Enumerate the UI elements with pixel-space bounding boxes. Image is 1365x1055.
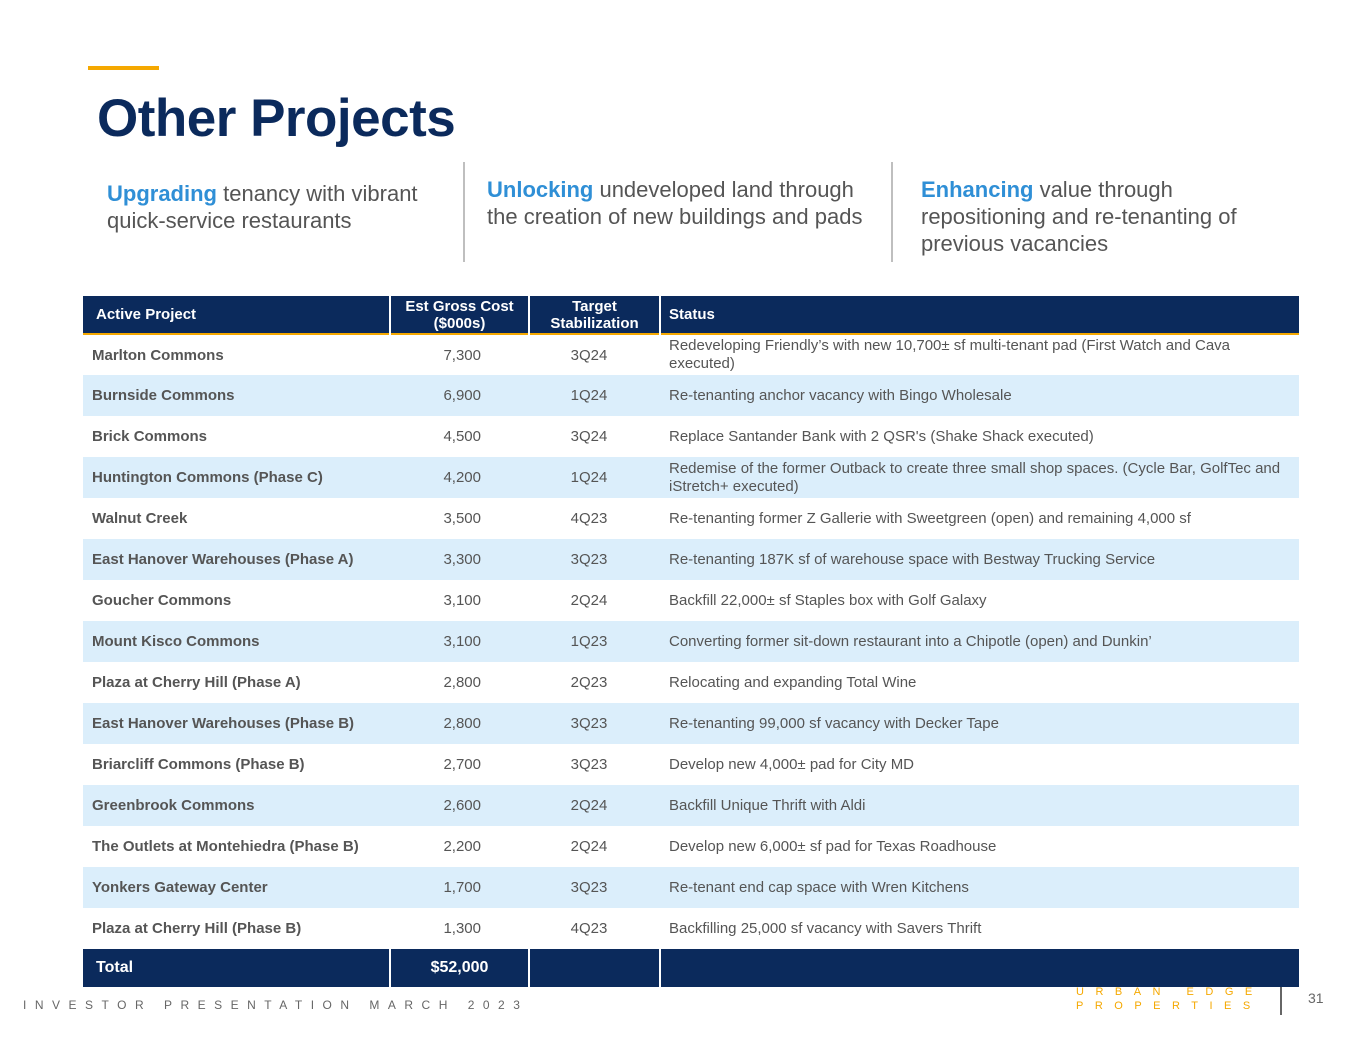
project-name: Yonkers Gateway Center: [83, 867, 390, 908]
project-status: Re-tenanting 99,000 sf vacancy with Decker Tape: [660, 703, 1299, 744]
project-cost: 3,100: [390, 621, 529, 662]
table-body: [83, 334, 1299, 949]
project-stabilization: 1Q23: [529, 621, 660, 662]
project-cost: 1,700: [390, 867, 529, 908]
project-stabilization: 4Q23: [570, 920, 608, 937]
project-stabilization: 2Q24: [570, 838, 608, 855]
project-status: Re-tenant end cap space with Wren Kitchens: [660, 867, 1299, 908]
total-empty-cell: [529, 949, 660, 987]
project-stabilization: 1Q24: [529, 457, 660, 498]
project-status: Relocating and expanding Total Wine: [669, 673, 917, 691]
project-name: Plaza at Cherry Hill (Phase B): [92, 920, 302, 937]
project-stabilization: 2Q24: [570, 592, 608, 609]
pillar-highlight: Unlocking: [487, 177, 594, 202]
table-row: [83, 580, 1299, 621]
project-stabilization: 3Q23: [529, 867, 660, 908]
project-cost: 2,800: [443, 674, 481, 691]
project-stabilization: 1Q24: [529, 375, 660, 416]
table-row: [83, 826, 1299, 867]
project-stabilization: 2Q24: [529, 785, 660, 826]
table-row: [83, 621, 1299, 662]
logo-divider: [1280, 987, 1282, 1015]
project-status: Converting former sit-down restaurant into a Chipotle (open) and Dunkin’: [660, 621, 1299, 662]
logo-line-2: PROPERTIES: [1076, 1000, 1262, 1012]
project-stabilization: 3Q23: [529, 539, 660, 580]
project-name: Brick Commons: [92, 428, 208, 445]
table-row: [83, 457, 1299, 498]
pillar-text: value through repositioning and re-tenanting of previous vacancies: [921, 177, 1237, 256]
table-row: [83, 744, 1299, 785]
pillar-divider: [463, 162, 465, 262]
strategy-pillars: [0, 160, 1365, 265]
project-name: Goucher Commons: [92, 592, 232, 609]
logo-line-1: URBAN EDGE: [1076, 986, 1264, 998]
table-row: [83, 703, 1299, 744]
project-cost: 2,600: [390, 785, 529, 826]
pillar-enhancing: [921, 176, 1301, 257]
title-accent-bar: [88, 66, 159, 70]
project-name: Huntington Commons (Phase C): [83, 457, 390, 498]
header-target-stabilization: Target Stabilization: [529, 296, 660, 334]
table-header-row: [83, 296, 1299, 334]
table-row: [83, 416, 1299, 457]
project-status: Re-tenanting 187K sf of warehouse space with Bestway Trucking Service: [660, 539, 1299, 580]
header-active-project: Active Project: [83, 296, 390, 334]
project-stabilization: 3Q24: [570, 346, 608, 364]
project-name: East Hanover Warehouses (Phase A): [83, 539, 390, 580]
total-label: Total: [83, 949, 390, 987]
project-status: Replace Santander Bank with 2 QSR's (Shake Shack executed): [669, 427, 1094, 445]
pillar-divider: [891, 162, 893, 262]
project-cost: 3,100: [443, 592, 481, 609]
project-name: Plaza at Cherry Hill (Phase A): [92, 674, 301, 691]
project-name: Briarcliff Commons (Phase B): [92, 756, 305, 773]
pillar-highlight: Upgrading: [107, 181, 217, 206]
project-status: Backfill Unique Thrift with Aldi: [660, 785, 1299, 826]
header-status: Status: [660, 296, 1299, 334]
table-total-row: [83, 949, 1299, 987]
table-row: [83, 662, 1299, 703]
project-stabilization: 3Q23: [529, 703, 660, 744]
project-cost: 2,700: [443, 756, 481, 773]
active-projects-table: [83, 296, 1299, 987]
project-status: Develop new 4,000± pad for City MD: [669, 755, 915, 773]
project-name: Mount Kisco Commons: [83, 621, 390, 662]
table-row: [83, 498, 1299, 539]
pillar-text: undeveloped land through the creation of new buildings and pads: [487, 177, 863, 229]
pillar-unlocking: [487, 176, 882, 230]
project-name: Marlton Commons: [92, 346, 224, 364]
table-row: [83, 785, 1299, 826]
table-row: [83, 908, 1299, 949]
project-stabilization: 4Q23: [570, 510, 608, 527]
project-status: Re-tenanting former Z Gallerie with Sweetgreen (open) and remaining 4,000 sf: [669, 509, 1191, 527]
project-status: Develop new 6,000± sf pad for Texas Roadhouse: [669, 837, 997, 855]
project-status: Re-tenanting anchor vacancy with Bingo Wholesale: [660, 375, 1299, 416]
pillar-upgrading: [107, 180, 457, 234]
project-name: Walnut Creek: [92, 510, 188, 527]
project-stabilization: 3Q24: [570, 428, 608, 445]
project-cost: 4,500: [443, 428, 481, 445]
project-cost: 3,300: [390, 539, 529, 580]
project-stabilization: 3Q23: [570, 756, 608, 773]
page-title: Other Projects: [97, 89, 456, 148]
pillar-highlight: Enhancing: [921, 177, 1034, 202]
header-est-gross-cost: Est Gross Cost ($000s): [390, 296, 529, 334]
project-status: Backfill 22,000± sf Staples box with Golf Galaxy: [669, 591, 987, 609]
project-cost: 2,200: [443, 838, 481, 855]
company-logo: [1076, 985, 1264, 1013]
pillar-text: tenancy with vibrant quick-service restaurants: [107, 181, 418, 233]
table-row: [83, 867, 1299, 908]
table-row: [83, 375, 1299, 416]
project-stabilization: 2Q23: [570, 674, 608, 691]
total-cost: $52,000: [390, 949, 529, 987]
project-cost: 6,900: [390, 375, 529, 416]
project-cost: 3,500: [443, 510, 481, 527]
project-name: Burnside Commons: [83, 375, 390, 416]
project-name: Greenbrook Commons: [83, 785, 390, 826]
project-name: East Hanover Warehouses (Phase B): [83, 703, 390, 744]
project-cost: 2,800: [390, 703, 529, 744]
project-status: Redeveloping Friendly’s with new 10,700± sf multi-tenant pad (First Watch and Cava executed): [669, 337, 1231, 372]
project-name: The Outlets at Montehiedra (Phase B): [92, 838, 359, 855]
footer-presentation-label: INVESTOR PRESENTATION MARCH 2023: [23, 998, 529, 1012]
table-row: [83, 334, 1299, 375]
project-status: Redemise of the former Outback to create three small shop spaces. (Cycle Bar, GolfTec and iStretch+ executed): [660, 457, 1299, 498]
total-empty-cell: [660, 949, 1299, 987]
project-status: Backfilling 25,000 sf vacancy with Savers Thrift: [669, 919, 982, 937]
project-cost: 4,200: [390, 457, 529, 498]
table-row: [83, 539, 1299, 580]
project-cost: 1,300: [443, 920, 481, 937]
page-number: 31: [1308, 990, 1324, 1006]
project-cost: 7,300: [443, 346, 481, 364]
